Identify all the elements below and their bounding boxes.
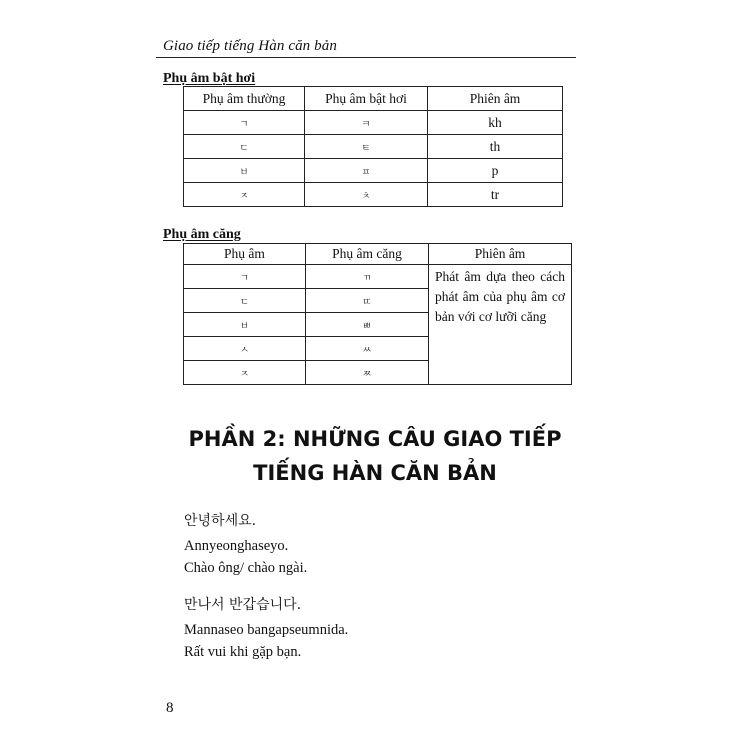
romanization: Mannaseo bangapseumnida. (184, 622, 349, 638)
column-header: Phụ âm bật hơi (305, 87, 428, 111)
table-row (184, 183, 563, 207)
transcription: kh (428, 111, 563, 135)
section-title-aspirated: Phụ âm bật hơi (163, 71, 256, 86)
aspirated-consonant: ㅍ (305, 159, 428, 183)
korean-phrase: 안녕하세요. (184, 513, 257, 529)
header-rule (156, 57, 576, 58)
base-consonant: ㄱ (184, 265, 306, 289)
column-header: Phiên âm (428, 87, 563, 111)
vietnamese-translation: Rất vui khi gặp bạn. (184, 644, 302, 660)
table-row (184, 159, 563, 183)
column-header: Phụ âm căng (306, 244, 429, 265)
tense-consonant: ㅃ (306, 313, 429, 337)
section-title-tense: Phụ âm căng (163, 227, 241, 242)
part-heading-line-2: TIẾNG HÀN CĂN BẢN (253, 461, 497, 485)
column-header: Phụ âm (184, 244, 306, 265)
aspirated-consonant: ㅌ (305, 135, 428, 159)
table-header-row (184, 87, 563, 111)
column-header: Phiên âm (429, 244, 572, 265)
base-consonant: ㅅ (184, 337, 306, 361)
column-header: Phụ âm thường (184, 87, 305, 111)
tense-consonant: ㄸ (306, 289, 429, 313)
plain-consonant: ㅂ (184, 159, 305, 183)
table-row (184, 265, 572, 289)
part-heading-line-1: PHẦN 2: NHỮNG CÂU GIAO TIẾP (188, 427, 562, 451)
phrase-block (184, 510, 307, 579)
page-number: 8 (166, 700, 174, 716)
transcription: tr (428, 183, 563, 207)
table-row (184, 111, 563, 135)
plain-consonant: ㄱ (184, 111, 305, 135)
transcription: th (428, 135, 563, 159)
plain-consonant: ㅈ (184, 183, 305, 207)
tense-consonants-table (183, 243, 572, 385)
tense-consonant: ㅆ (306, 337, 429, 361)
table-row (184, 135, 563, 159)
part-heading (140, 422, 610, 490)
running-head: Giao tiếp tiếng Hàn căn bản (163, 38, 337, 54)
korean-phrase: 만나서 반갑습니다. (184, 597, 302, 613)
base-consonant: ㅈ (184, 361, 306, 385)
base-consonant: ㅂ (184, 313, 306, 337)
aspirated-consonants-table (183, 86, 563, 207)
aspirated-consonant: ㅊ (305, 183, 428, 207)
vietnamese-translation: Chào ông/ chào ngài. (184, 560, 308, 576)
plain-consonant: ㄷ (184, 135, 305, 159)
aspirated-consonant: ㅋ (305, 111, 428, 135)
pronunciation-note: Phát âm dựa theo cách phát âm của phụ âm cơ bản với cơ lưỡi căng (429, 265, 572, 385)
tense-consonant: ㅉ (306, 361, 429, 385)
base-consonant: ㄷ (184, 289, 306, 313)
transcription: p (428, 159, 563, 183)
phrase-block (184, 594, 348, 663)
romanization: Annyeonghaseyo. (184, 538, 289, 554)
tense-consonant: ㄲ (306, 265, 429, 289)
table-header-row (184, 244, 572, 265)
